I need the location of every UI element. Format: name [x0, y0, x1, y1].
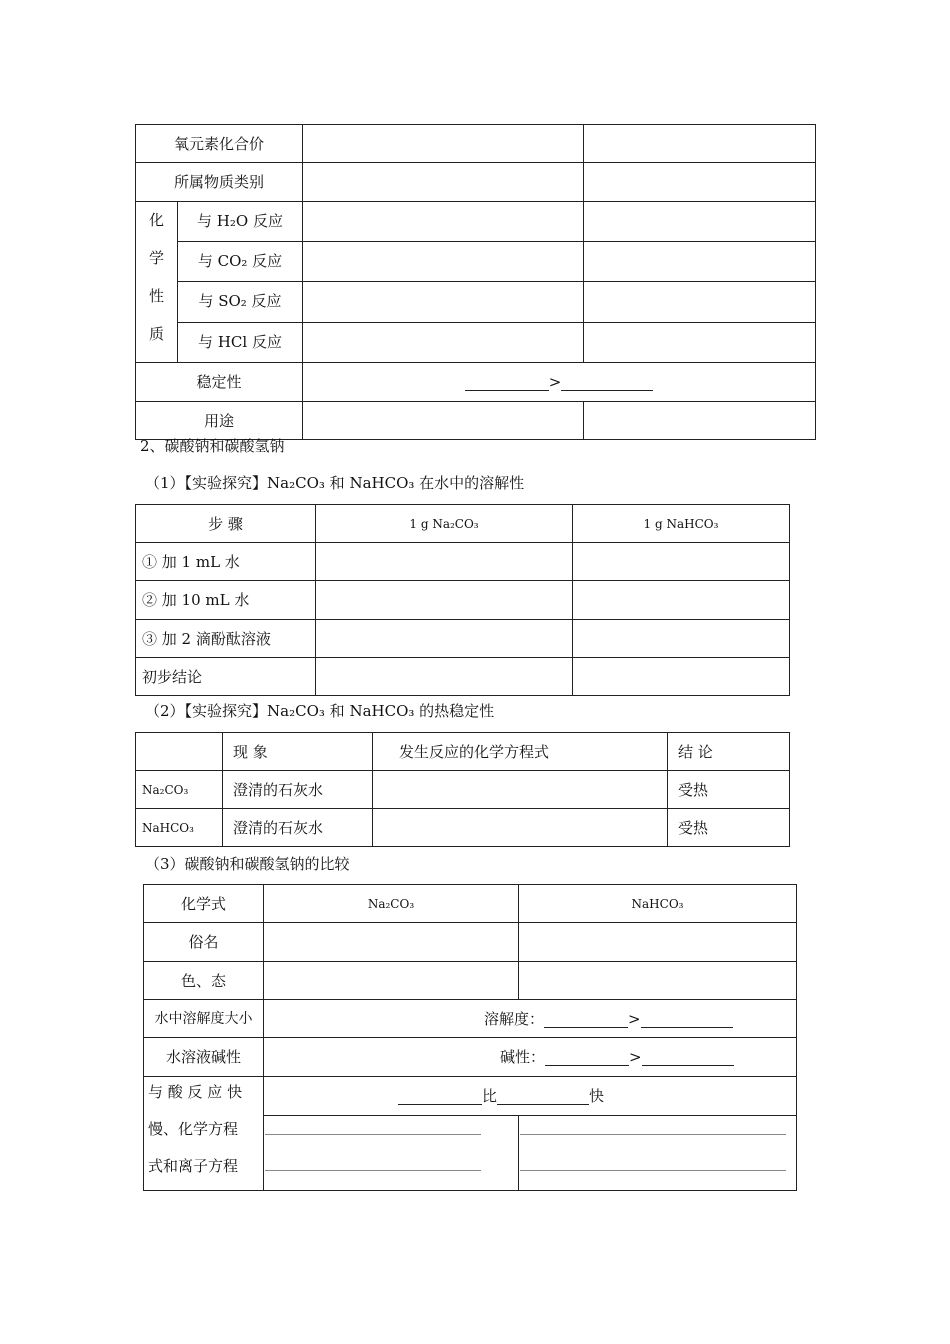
fill-blank[interactable]: [398, 1088, 482, 1105]
cell-blank[interactable]: [519, 962, 797, 1000]
cell-blank[interactable]: [584, 163, 816, 202]
cell-blank[interactable]: [316, 658, 573, 696]
group-char: 性: [148, 287, 164, 305]
basicity-compare: [264, 1038, 797, 1077]
substance-class-label: 所属物质类别: [136, 163, 303, 202]
cell-blank[interactable]: [303, 125, 584, 163]
header-conclusion: 结 论: [668, 733, 790, 771]
cell-blank[interactable]: [584, 323, 816, 363]
basicity-prefix: 碱性：: [500, 1048, 546, 1066]
group-char: 化: [148, 211, 164, 229]
compare-end: 快: [589, 1087, 605, 1105]
common-name-label: 俗名: [144, 923, 264, 962]
cell-blank[interactable]: [303, 241, 584, 281]
header-na2co3: Na₂CO₃: [264, 885, 519, 923]
reaction-h2o-label: 与 H₂O 反应: [178, 202, 303, 242]
part1-heading: （1）【实验探究】Na₂CO₃ 和 NaHCO₃ 在水中的溶解性: [145, 474, 525, 492]
cell-blank[interactable]: [303, 402, 584, 440]
na2co3-equation-cell[interactable]: [264, 1115, 519, 1190]
header-phenomenon: 现 象: [223, 733, 373, 771]
group-char: 质: [148, 325, 164, 343]
reaction-hcl-label: 与 HCl 反应: [178, 323, 303, 363]
cell-blank[interactable]: [303, 202, 584, 242]
color-state-label: 色、态: [144, 962, 264, 1000]
step-row-label: ② 加 10 mL 水: [136, 581, 316, 620]
cell-blank[interactable]: [303, 281, 584, 322]
phenomenon-text: 澄清的石灰水: [223, 771, 373, 809]
solubility-experiment-table: [135, 504, 790, 696]
header-nahco3: NaHCO₃: [519, 885, 797, 923]
cell-blank[interactable]: [264, 962, 519, 1000]
cell-blank[interactable]: [316, 620, 573, 658]
acid-label-line: 慢、化学方程: [148, 1120, 239, 1138]
fill-blank[interactable]: [641, 1011, 733, 1028]
cell-blank[interactable]: [373, 809, 668, 847]
chemical-property-group-label: [136, 202, 178, 363]
oxygen-valence-label: 氧元素化合价: [136, 125, 303, 163]
cell-blank[interactable]: [584, 281, 816, 322]
solubility-prefix: 溶解度：: [484, 1010, 545, 1028]
solubility-compare: [264, 1000, 797, 1038]
compare-mid: 比: [482, 1087, 498, 1105]
basicity-label: 水溶液碱性: [144, 1038, 264, 1077]
fill-blank[interactable]: [545, 1049, 629, 1066]
solubility-label: 水中溶解度大小: [144, 1000, 264, 1038]
nahco3-equation-cell[interactable]: [519, 1115, 797, 1190]
header-formula: 化学式: [144, 885, 264, 923]
conclusion-text: 受热: [668, 809, 790, 847]
greater-sign: >: [628, 1010, 641, 1028]
phenomenon-text: 澄清的石灰水: [223, 809, 373, 847]
acid-label-line: 与 酸 反 应 快: [148, 1083, 243, 1101]
part2-heading: （2）【实验探究】Na₂CO₃ 和 NaHCO₃ 的热稳定性: [145, 702, 495, 720]
step-row-label: ① 加 1 mL 水: [136, 543, 316, 581]
cell-blank[interactable]: [573, 543, 790, 581]
acid-reaction-label: [144, 1077, 264, 1191]
answer-line: [265, 1170, 481, 1171]
answer-line: [520, 1134, 786, 1135]
fill-blank[interactable]: [642, 1049, 734, 1066]
cell-blank[interactable]: [264, 923, 519, 962]
row-name-nahco3: NaHCO₃: [136, 809, 223, 847]
cell-blank[interactable]: [584, 125, 816, 163]
step-row-label: ③ 加 2 滴酚酞溶液: [136, 620, 316, 658]
cell-blank[interactable]: [303, 323, 584, 363]
fill-blank[interactable]: [465, 374, 549, 391]
cell-blank[interactable]: [573, 620, 790, 658]
reaction-so2-label: 与 SO₂ 反应: [178, 281, 303, 322]
answer-line: [265, 1134, 481, 1135]
header-empty: [136, 733, 223, 771]
greater-sign: >: [548, 373, 562, 391]
group-char: 学: [148, 249, 164, 267]
stability-compare: [303, 363, 816, 402]
comparison-table: [143, 884, 797, 1191]
acid-label-line: 式和离子方程: [148, 1157, 239, 1175]
rate-compare: [264, 1077, 797, 1116]
cell-blank[interactable]: [519, 923, 797, 962]
cell-blank[interactable]: [316, 543, 573, 581]
thermal-stability-table: [135, 732, 790, 847]
fill-blank[interactable]: [497, 1088, 589, 1105]
row-name-na2co3: Na₂CO₃: [136, 771, 223, 809]
fill-blank[interactable]: [561, 374, 653, 391]
header-nahco3: 1 g NaHCO₃: [573, 505, 790, 543]
cell-blank[interactable]: [373, 771, 668, 809]
conclusion-label: 初步结论: [136, 658, 316, 696]
use-label: 用途: [136, 402, 303, 440]
cell-blank[interactable]: [584, 241, 816, 281]
cell-blank[interactable]: [584, 402, 816, 440]
part3-heading: （3）碳酸钠和碳酸氢钠的比较: [145, 855, 350, 873]
header-equation: 发生反应的化学方程式: [373, 733, 668, 771]
cell-blank[interactable]: [573, 658, 790, 696]
cell-blank[interactable]: [303, 163, 584, 202]
section-heading: 2、碳酸钠和碳酸氢钠: [140, 437, 285, 455]
header-step: 步 骤: [136, 505, 316, 543]
greater-sign: >: [629, 1048, 642, 1066]
cell-blank[interactable]: [573, 581, 790, 620]
stability-label: 稳定性: [136, 363, 303, 402]
conclusion-text: 受热: [668, 771, 790, 809]
reaction-co2-label: 与 CO₂ 反应: [178, 241, 303, 281]
cell-blank[interactable]: [316, 581, 573, 620]
property-table: [135, 124, 816, 440]
cell-blank[interactable]: [584, 202, 816, 242]
header-na2co3: 1 g Na₂CO₃: [316, 505, 573, 543]
fill-blank[interactable]: [544, 1011, 628, 1028]
answer-line: [520, 1170, 786, 1171]
